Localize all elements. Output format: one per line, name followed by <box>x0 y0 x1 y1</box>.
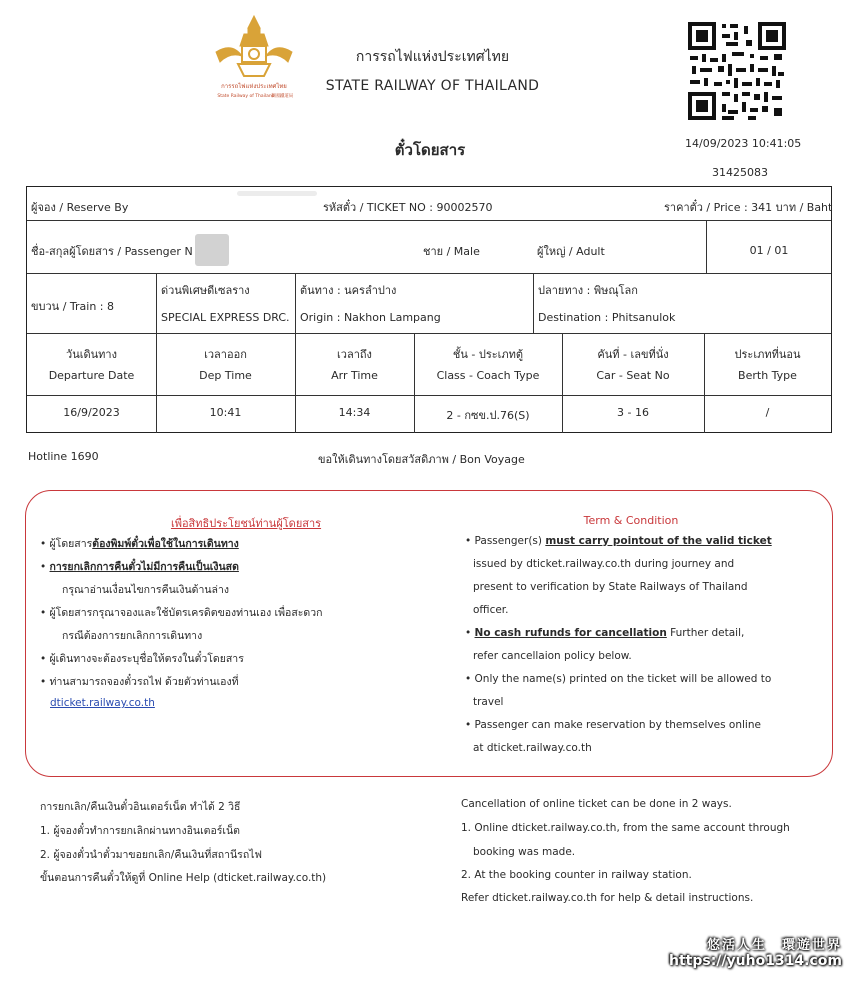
car-seat: 3 - 16 <box>617 406 649 419</box>
header-class-en: Class - Coach Type <box>436 369 540 382</box>
srt-logo <box>208 12 300 104</box>
terms-en-line: • Passenger can make reservation by themselves online <box>465 719 761 731</box>
arr-time: 14:34 <box>338 406 371 419</box>
origin-en: Origin : Nakhon Lampang <box>300 311 441 324</box>
printed-timestamp: 14/09/2023 10:41:05 <box>685 137 802 150</box>
passenger-name-label: ชื่อ-สกุลผู้โดยสาร / Passenger N <box>31 245 193 258</box>
watermark-text: 悠活人生 環遊世界 <box>706 938 842 953</box>
header-dep-time-en: Dep Time <box>199 369 252 382</box>
terms-en-line: issued by dticket.railway.co.th during journey and <box>473 558 735 570</box>
header-arr-time-th: เวลาถึง <box>337 348 372 361</box>
org-name-en: STATE RAILWAY OF THAILAND <box>325 78 540 94</box>
destination-th: ปลายทาง : พิษณุโลก <box>538 284 638 297</box>
org-name-th: การรถไฟแห่งประเทศไทย <box>355 49 510 65</box>
departure-date: 16/9/2023 <box>63 406 120 419</box>
watermark <box>669 934 842 969</box>
terms-th-line: • ท่านสามารถจองตั๋วรถไฟ ด้วยตัวท่านเองที่ <box>40 676 239 688</box>
terms-th-line: • ผู้โดยสารต้องพิมพ์ตั๋วเพื่อใช้ในการเดินทาง <box>40 538 239 550</box>
header-departure-date-th: วันเดินทาง <box>66 348 117 361</box>
terms-th-line: กรณีต้องการยกเลิกการเดินทาง <box>62 630 203 642</box>
footer-en-line: 2. At the booking counter in railway station. <box>461 869 692 881</box>
terms-en-line: • Only the name(s) printed on the ticket will be allowed to <box>465 673 772 685</box>
terms-en-line: • Passenger(s) must carry pointout of the valid ticket <box>465 535 772 547</box>
footer-th-line: 1. ผู้จองตั๋วทำการยกเลิกผ่านทางอินเตอร์เน็ต <box>40 825 241 837</box>
qr-code <box>688 22 786 120</box>
header-berth-th: ประเภทที่นอน <box>734 348 801 361</box>
reserve-by-label: ผู้จอง / Reserve By <box>31 201 129 214</box>
bon-voyage: ขอให้เดินทางโดยสวัสดิภาพ / Bon Voyage <box>318 453 525 466</box>
redaction-mark <box>237 191 317 196</box>
ticket-number: รหัสตั๋ว / TICKET NO : 90002570 <box>323 201 493 214</box>
terms-en-line: travel <box>473 696 504 708</box>
price: ราคาตั๋ว / Price : 341 บาท / Baht <box>664 201 833 214</box>
logo-text-th: การรถไฟแห่งประเทศไทย <box>221 83 287 90</box>
terms-th-line: กรุณาอ่านเงื่อนไขการคืนเงินด้านล่าง <box>62 584 230 596</box>
passenger-age-type: ผู้ใหญ่ / Adult <box>537 245 605 258</box>
watermark-url: https://yuho1314.com <box>669 953 842 969</box>
dep-time: 10:41 <box>209 406 242 419</box>
passenger-count: 01 / 01 <box>749 244 789 257</box>
logo-text-en: State Railway of Thailand <box>217 94 275 99</box>
footer-th-line: ขั้นตอนการคืนตั๋วให้ดูที่ Online Help (dticket.railway.co.th) <box>40 872 327 884</box>
terms-title-en: Term & Condition <box>583 514 679 527</box>
terms-en-line: refer cancellaion policy below. <box>473 650 632 662</box>
footer-en-line: 1. Online dticket.railway.co.th, from the same account through <box>461 822 790 834</box>
terms-box <box>25 490 833 777</box>
terms-th-line: • ผู้เดินทางจะต้องระบุชื่อให้ตรงในตั๋วโดยสาร <box>40 653 244 665</box>
ticket-table <box>26 186 832 433</box>
terms-th-line: • การยกเลิกการคืนตั๋วไม่มีการคืนเป็นเงินสด <box>40 561 239 573</box>
footer-en-line: booking was made. <box>473 846 576 858</box>
header-berth-en: Berth Type <box>738 369 797 382</box>
footer-th-line: การยกเลิก/คืนเงินตั๋วอินเตอร์เน็ต ทำได้ 2 วิธี <box>40 801 241 813</box>
dticket-link[interactable]: dticket.railway.co.th <box>50 697 155 709</box>
terms-en-line: present to verification by State Railways of Thailand <box>473 581 748 593</box>
header-class-th: ชั้น - ประเภทตู้ <box>452 348 524 361</box>
footer-en-line: Refer dticket.railway.co.th for help & detail instructions. <box>461 892 754 904</box>
redaction-mark <box>195 234 229 266</box>
footer-en-line: Cancellation of online ticket can be done in 2 ways. <box>461 798 732 810</box>
document-title: ตั๋วโดยสาร <box>394 141 466 159</box>
header-departure-date-en: Departure Date <box>48 369 135 382</box>
header-dep-time-th: เวลาออก <box>204 348 247 361</box>
berth-type: / <box>765 406 770 419</box>
train-number: ขบวน / Train : 8 <box>31 300 114 313</box>
terms-th-line: • ผู้โดยสารกรุณาจองและใช้บัตรเครดิตของท่านเอง เพื่อสะดวก <box>40 607 323 619</box>
train-type-th: ด่วนพิเศษดีเซลราง <box>161 284 250 297</box>
logo-text-cn: 泰國鐵道局 <box>270 94 294 99</box>
passenger-gender: ชาย / Male <box>423 245 480 258</box>
class-coach: 2 - กซข.ป.76(S) <box>446 409 530 422</box>
hotline: Hotline 1690 <box>28 450 99 463</box>
header-seat-en: Car - Seat No <box>596 369 670 382</box>
reference-number: 31425083 <box>712 166 768 179</box>
header-seat-th: คันที่ - เลขที่นั่ง <box>597 348 669 361</box>
destination-en: Destination : Phitsanulok <box>538 311 676 324</box>
train-type-en: SPECIAL EXPRESS DRC. <box>161 311 290 324</box>
header-arr-time-en: Arr Time <box>331 369 378 382</box>
terms-en-line: officer. <box>473 604 509 616</box>
terms-title-th: เพื่อสิทธิประโยชน์ท่านผู้โดยสาร <box>170 517 322 530</box>
origin-th: ต้นทาง : นครลำปาง <box>300 284 397 297</box>
footer-th-line: 2. ผู้จองตั๋วนำตั๋วมาขอยกเลิก/คืนเงินที่สถานีรถไฟ <box>40 849 262 861</box>
terms-en-line: at dticket.railway.co.th <box>473 742 592 754</box>
terms-en-line: • No cash rufunds for cancellation Further detail, <box>465 627 745 639</box>
